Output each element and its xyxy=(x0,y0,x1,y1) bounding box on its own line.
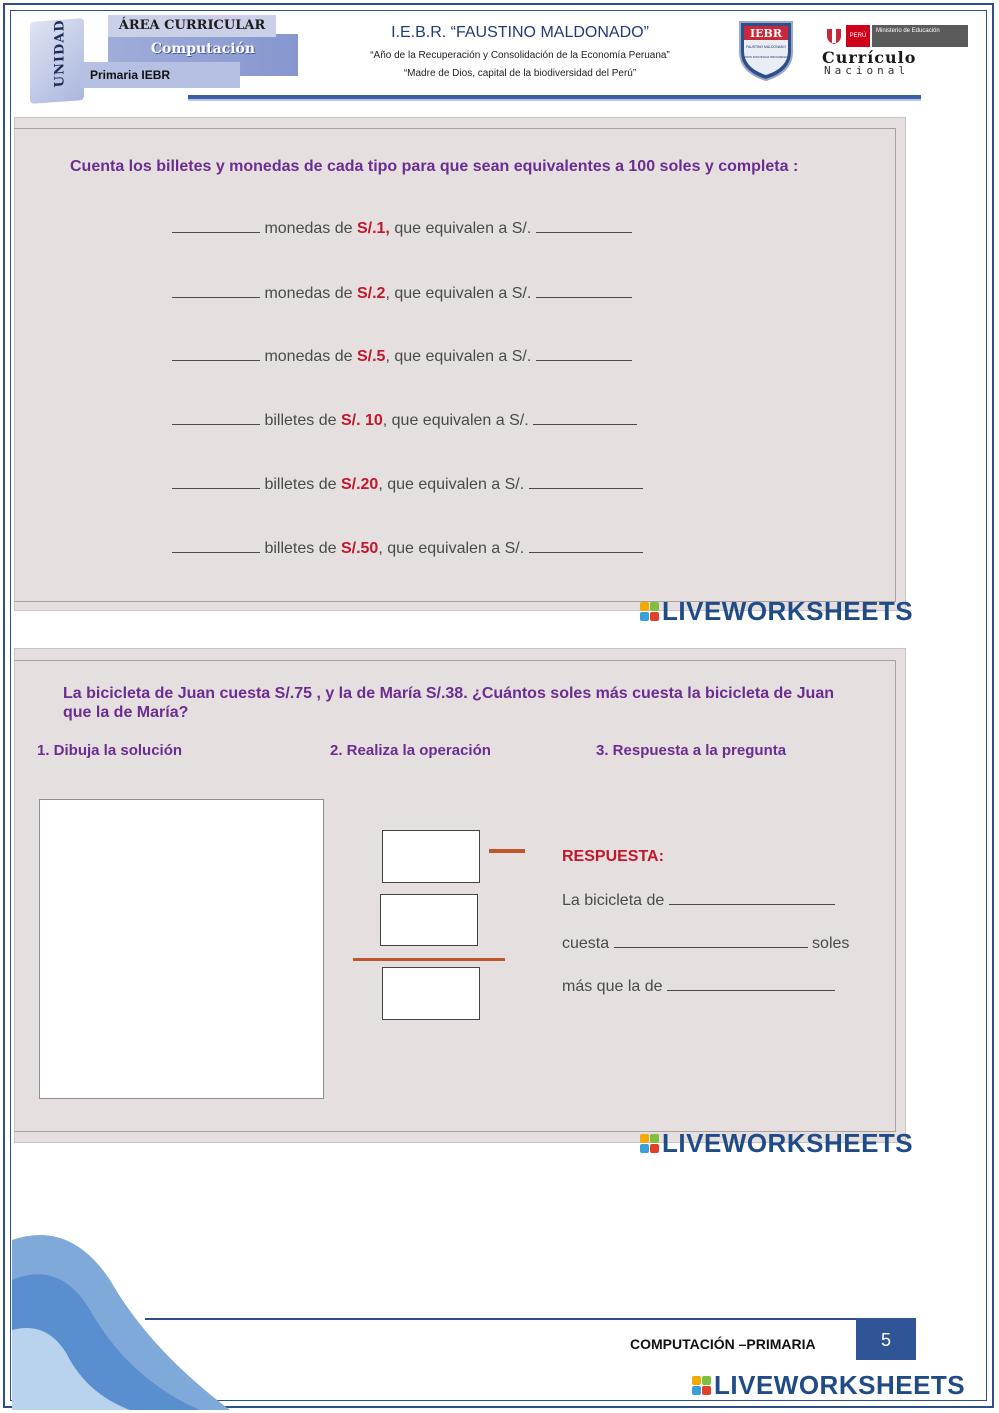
liveworksheets-watermark xyxy=(640,1128,913,1159)
watermark-text: LIVEWORKSHEETS xyxy=(662,1128,914,1158)
total-blank[interactable] xyxy=(533,410,637,425)
step2-heading: 2. Realiza la operación xyxy=(330,742,491,759)
row-suffix: , que equivalen a S/. xyxy=(385,348,532,365)
count-blank[interactable] xyxy=(172,346,260,361)
answer-text: más que la de xyxy=(562,978,663,995)
money-row xyxy=(172,538,643,558)
money-row xyxy=(172,283,632,303)
money-row xyxy=(172,218,632,238)
minuend-input[interactable] xyxy=(382,830,480,883)
drawing-area[interactable] xyxy=(39,799,324,1099)
minedu-logo xyxy=(824,25,944,47)
count-blank[interactable] xyxy=(172,218,260,233)
step1-heading: 1. Dibuja la solución xyxy=(37,742,183,759)
subtrahend-input[interactable] xyxy=(380,894,478,946)
answer-text: cuesta xyxy=(562,935,610,952)
money-row xyxy=(172,410,637,430)
row-suffix: , que equivalen a S/. xyxy=(382,412,529,429)
liveworksheets-logo-icon xyxy=(640,602,659,621)
minus-sign xyxy=(489,849,525,853)
count-blank[interactable] xyxy=(172,538,260,553)
answer-line-1 xyxy=(562,892,835,910)
row-amount: S/.50 xyxy=(340,540,379,557)
crest-motto: DIOS DISCIPLINA PROGRESO xyxy=(744,55,788,59)
row-suffix: , que equivalen a S/. xyxy=(385,285,532,302)
answer-text: soles xyxy=(812,935,850,952)
page-number: 5 xyxy=(856,1318,916,1360)
course-label: Computación xyxy=(150,41,256,57)
watermark-text: LIVEWORKSHEETS xyxy=(714,1370,966,1400)
difference-input[interactable] xyxy=(382,967,480,1020)
count-blank[interactable] xyxy=(172,474,260,489)
row-prefix: billetes de xyxy=(264,476,337,493)
row-prefix: monedas de xyxy=(264,348,353,365)
answer-blank-name[interactable] xyxy=(669,892,835,905)
school-name: I.E.B.R. “FAUSTINO MALDONADO” xyxy=(391,24,649,41)
count-blank[interactable] xyxy=(172,283,260,298)
level-label: Primaria IEBR xyxy=(90,68,171,82)
curriculo-title: Currículo xyxy=(822,48,917,67)
step3-heading: 3. Respuesta a la pregunta xyxy=(596,742,787,759)
crest-subtext: FAUSTINO MALDONADO xyxy=(746,45,786,49)
money-row xyxy=(172,474,643,494)
minedu-country: PERÚ xyxy=(846,25,870,47)
total-blank[interactable] xyxy=(536,346,632,361)
liveworksheets-watermark xyxy=(640,596,913,627)
footer-divider xyxy=(145,1318,857,1320)
row-prefix: billetes de xyxy=(264,412,337,429)
answer-blank-amount[interactable] xyxy=(614,935,808,948)
row-prefix: monedas de xyxy=(264,220,353,237)
row-amount: S/.20 xyxy=(340,476,379,493)
liveworksheets-logo-icon xyxy=(640,1134,659,1153)
answer-line-3 xyxy=(562,978,835,996)
region-motto: “Madre de Dios, capital de la biodiversidad del Perú” xyxy=(403,68,637,79)
area-banner xyxy=(108,15,276,37)
row-amount: S/.2 xyxy=(356,285,386,302)
row-suffix: , que equivalen a S/. xyxy=(378,540,525,557)
operation-line xyxy=(353,958,505,961)
total-blank[interactable] xyxy=(536,218,632,233)
area-label: ÁREA CURRICULAR xyxy=(118,18,266,33)
header-divider xyxy=(188,95,921,99)
watermark-text: LIVEWORKSHEETS xyxy=(662,596,914,626)
peru-shield-icon xyxy=(824,27,844,45)
unidad-label: UNIDAD xyxy=(52,18,68,88)
row-amount: S/.5 xyxy=(356,348,386,365)
curriculo-subtitle: Nacional xyxy=(824,64,909,77)
row-suffix: que equivalen a S/. xyxy=(394,220,532,237)
unidad-badge xyxy=(30,18,84,104)
footer-label: COMPUTACIÓN –PRIMARIA xyxy=(630,1336,816,1352)
school-crest-logo xyxy=(734,18,798,82)
answer-line-2 xyxy=(562,935,849,953)
row-prefix: billetes de xyxy=(264,540,337,557)
crest-text: IEBR xyxy=(750,27,782,40)
exercise1-instruction: Cuenta los billetes y monedas de cada tipo para que sean equivalentes a 100 soles y completa : xyxy=(70,158,799,175)
answer-blank-name2[interactable] xyxy=(667,978,835,991)
exercise2-question: La bicicleta de Juan cuesta S/.75 , y la de María S/.38. ¿Cuántos soles más cuesta la bicicleta de Juan que la de María? xyxy=(63,685,834,721)
footer-wave-decoration xyxy=(0,1220,330,1410)
row-suffix: , que equivalen a S/. xyxy=(378,476,525,493)
minedu-ministry: Ministerio de Educación xyxy=(872,25,968,47)
answer-title: RESPUESTA: xyxy=(562,848,664,865)
liveworksheets-watermark xyxy=(692,1370,965,1401)
total-blank[interactable] xyxy=(536,283,632,298)
row-prefix: monedas de xyxy=(264,285,353,302)
row-amount: S/. 10 xyxy=(340,412,383,429)
answer-text: La bicicleta de xyxy=(562,892,665,909)
liveworksheets-logo-icon xyxy=(692,1376,711,1395)
count-blank[interactable] xyxy=(172,410,260,425)
money-row xyxy=(172,346,632,366)
year-motto: “Año de la Recuperación y Consolidación de la Economía Peruana” xyxy=(370,50,670,61)
total-blank[interactable] xyxy=(529,474,643,489)
total-blank[interactable] xyxy=(529,538,643,553)
level-banner xyxy=(80,62,240,88)
row-amount: S/.1, xyxy=(356,220,390,237)
